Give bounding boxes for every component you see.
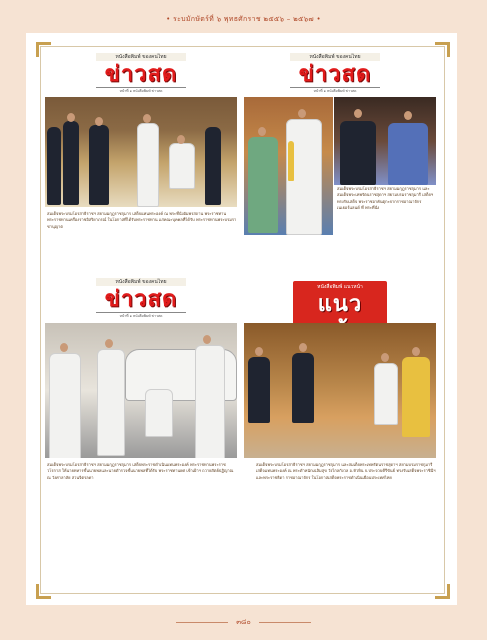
corner-ornament-icon bbox=[36, 42, 51, 57]
news-photo bbox=[45, 323, 237, 458]
newspaper-masthead bbox=[96, 278, 186, 319]
masthead-strip: หน้าที่ ๑ หนังสือพิมพ์ ข่าวสด bbox=[96, 87, 186, 94]
footer-rule bbox=[176, 622, 228, 623]
page-footer bbox=[0, 617, 487, 628]
masthead-tagline: หนังสือพิมพ์ ของคนไทย bbox=[290, 53, 380, 61]
masthead-strip: หน้าที่ ๑ หนังสือพิมพ์ ข่าวสด bbox=[290, 87, 380, 94]
corner-ornament-icon bbox=[435, 584, 450, 599]
newspaper-masthead bbox=[96, 53, 186, 94]
news-photo bbox=[244, 97, 333, 235]
masthead-tagline: หนังสือพิมพ์ ของคนไทย bbox=[96, 278, 186, 286]
masthead-strip: หน้าที่ ๑ หนังสือพิมพ์ ข่าวสด bbox=[96, 312, 186, 319]
corner-ornament-icon bbox=[435, 42, 450, 57]
masthead-tagline: หนังสือพิมพ์ แนวหน้า bbox=[296, 283, 384, 291]
masthead-logo: แนว bbox=[317, 291, 363, 317]
photo-caption: สมเด็จพระบรมโอรสาธิราชฯ สยามมกุฎราชกุมาร เสด็จพระราชดำเนินแทนพระองค์ พระราชทานพระราชวโรกาส ให้นายทหารชั้นนายพลและนายตำรวจชั้นนายพลที่ได้รับ พระราชทานยศ เข้าเฝ้าฯ ถวายสัตย์ปฏิญาณ ณ วังศาลาลัย สวนจิตรลดา bbox=[47, 462, 234, 480]
photo-caption: สมเด็จพระบรมโอรสาธิราชฯ สยามมกุฎราชกุมาร และสมเด็จพระเทพรัตนราชสุดาฯ สยามบรมราชกุมารี เสด็จฯ ทรงรับเสด็จ พระราชอาคันตุกะจากราชอาณาจักรเนเธอร์แลนด์ ที่ พระที่นั่ง bbox=[337, 186, 434, 211]
footer-rule bbox=[259, 622, 311, 623]
masthead-tagline: หนังสือพิมพ์ ของคนไทย bbox=[96, 53, 186, 61]
news-photo bbox=[45, 97, 237, 207]
photo-caption: สมเด็จพระบรมโอรสาธิราชฯ สยามมกุฎราชกุมาร และสมเด็จพระเทพรัตนราชสุดาฯ สยามบรมราชกุมารี เสด็จแทนพระองค์ ณ พระตำหนักเฉลิมสุข วังไกลกังวล อ.หัวหิน จ.ประจวบคีรีขันธ์ ทรงรับเสด็จพระราชินีฯ และพระราชธิดา ราชอาณาจักร ในโอกาสเสด็จพระราชดำเนินเยือนประเทศไทย bbox=[256, 462, 436, 480]
photo-caption: สมเด็จพระบรมโอรสาธิราชฯ สยามมกุฎราชกุมาร เสด็จแทนพระองค์ ณ พระที่นั่งอัมพรสถาน พระราชทานพระราชทานเครื่องราชอิสริยาภรณ์ ในโอกาสที่ได้รับพระราชทาน แก่คณะบุคคลที่ได้รับ พระราชทานพระบรมราชานุญาต bbox=[47, 211, 237, 229]
masthead-logo: ข่าวสด bbox=[104, 286, 178, 312]
corner-ornament-icon bbox=[36, 584, 51, 599]
page-number: ๓๘๐ bbox=[236, 618, 251, 626]
masthead-logo: ข่าวสด bbox=[104, 61, 178, 87]
masthead-logo: ข่าวสด bbox=[298, 61, 372, 87]
page-header: • ระบมักษัตร์ที่ ๖ พุทธศักราช ๒๕๕๖ – ๒๕๖๗ • bbox=[166, 15, 321, 23]
news-photo bbox=[244, 323, 436, 458]
newspaper-masthead bbox=[290, 53, 380, 94]
news-photo bbox=[334, 97, 436, 185]
